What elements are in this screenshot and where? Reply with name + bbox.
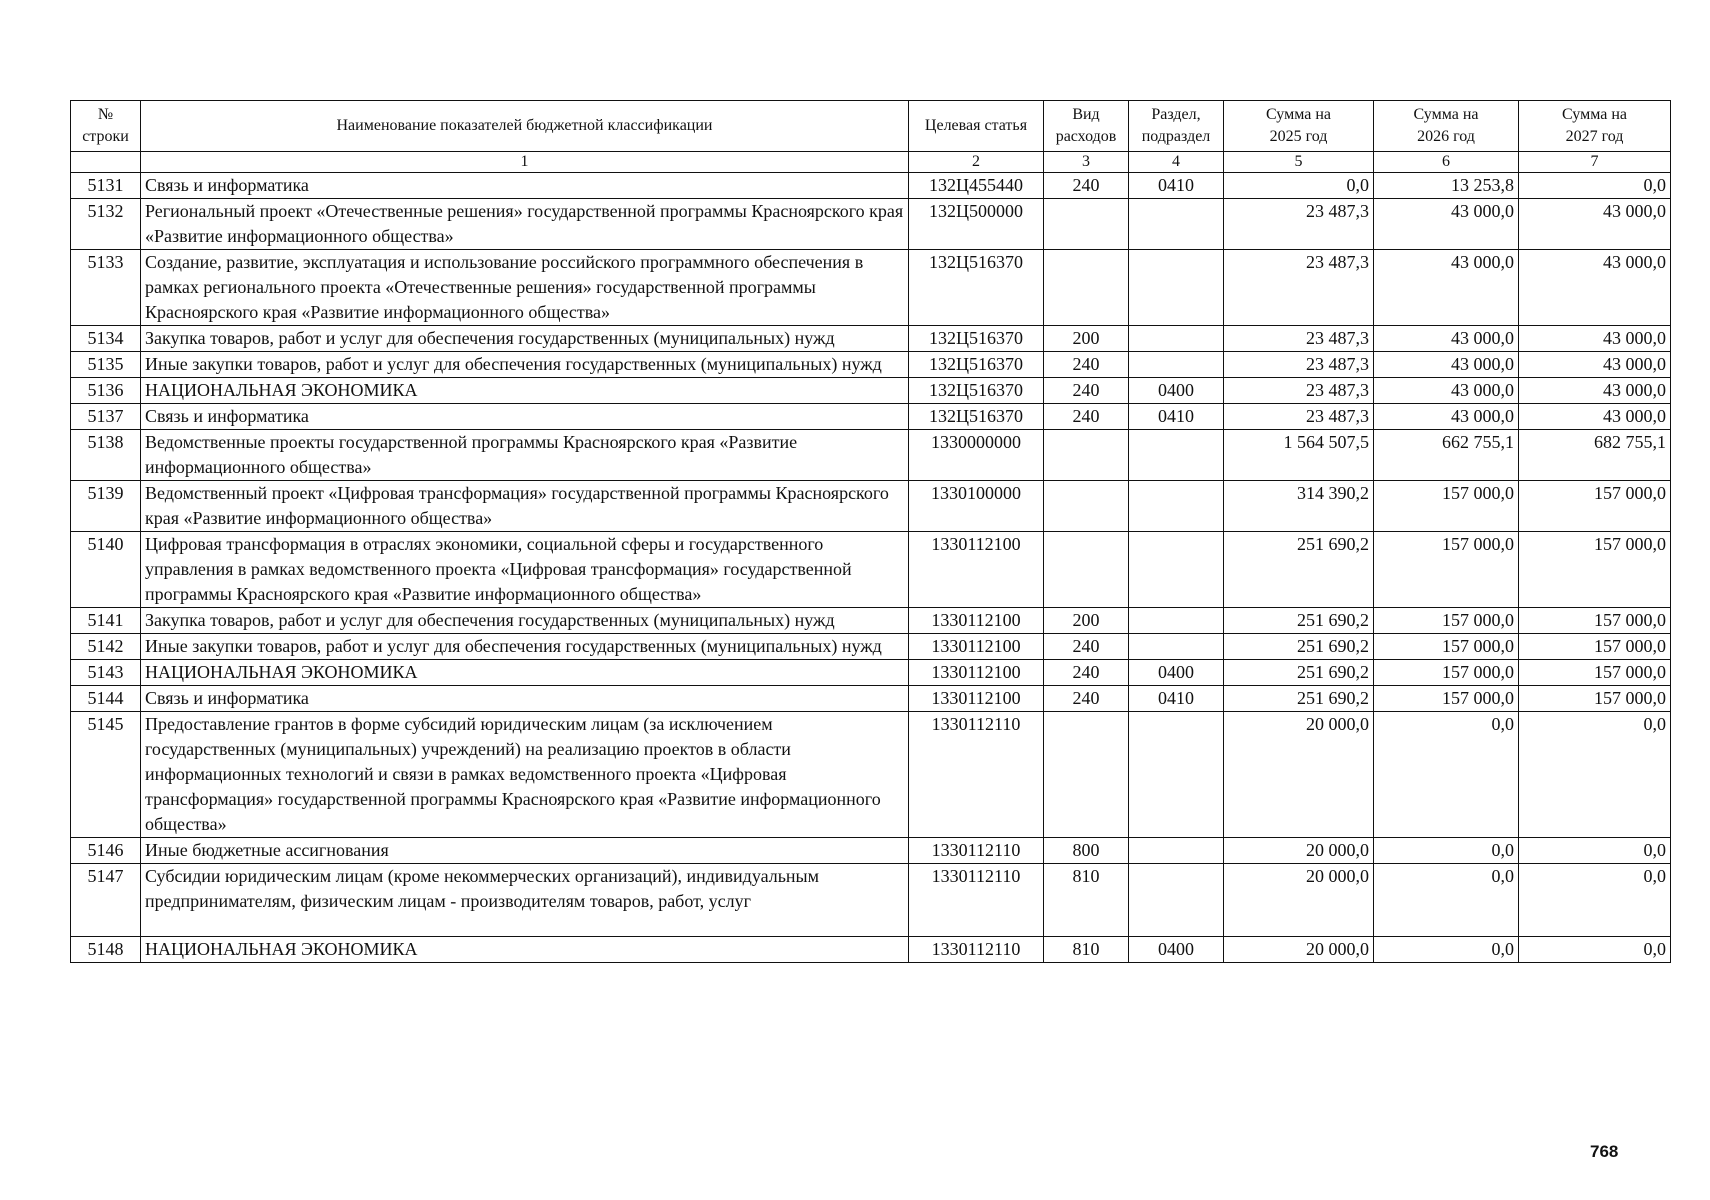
cell-sum-2025: 251 690,2 (1224, 634, 1374, 660)
cell-sum-2025: 23 487,3 (1224, 250, 1374, 326)
cell-target-article: 132Ц516370 (909, 250, 1044, 326)
cell-expense-kind (1044, 199, 1129, 250)
cell-sum-2025: 251 690,2 (1224, 686, 1374, 712)
table-row (71, 686, 1671, 712)
cell-sum-2025: 20 000,0 (1224, 864, 1374, 937)
cell-sum-2027: 43 000,0 (1519, 352, 1671, 378)
cell-expense-kind: 200 (1044, 326, 1129, 352)
cell-section: 0400 (1129, 937, 1224, 963)
cell-name: Закупка товаров, работ и услуг для обеспечения государственных (муниципальных) нужд (141, 608, 909, 634)
cell-section (1129, 838, 1224, 864)
table-row (71, 864, 1671, 937)
cell-row-number: 5145 (71, 712, 141, 838)
cell-name: Иные закупки товаров, работ и услуг для обеспечения государственных (муниципальных) нужд (141, 352, 909, 378)
cell-expense-kind: 240 (1044, 378, 1129, 404)
cell-row-number: 5139 (71, 481, 141, 532)
cell-section (1129, 326, 1224, 352)
table-row (71, 250, 1671, 326)
cell-section (1129, 352, 1224, 378)
cell-sum-2027: 157 000,0 (1519, 481, 1671, 532)
cell-row-number: 5137 (71, 404, 141, 430)
cell-sum-2027: 157 000,0 (1519, 634, 1671, 660)
cell-name: Закупка товаров, работ и услуг для обеспечения государственных (муниципальных) нужд (141, 326, 909, 352)
cell-sum-2025: 20 000,0 (1224, 937, 1374, 963)
cell-sum-2026: 0,0 (1374, 838, 1519, 864)
cell-sum-2026: 43 000,0 (1374, 326, 1519, 352)
budget-classification-table (70, 100, 1671, 963)
table-body (71, 173, 1671, 963)
cell-target-article: 1330112100 (909, 686, 1044, 712)
cell-name: Иные бюджетные ассигнования (141, 838, 909, 864)
cell-target-article: 132Ц516370 (909, 378, 1044, 404)
cell-sum-2025: 23 487,3 (1224, 404, 1374, 430)
column-number: 7 (1519, 152, 1671, 173)
cell-sum-2027: 43 000,0 (1519, 199, 1671, 250)
column-number: 5 (1224, 152, 1374, 173)
cell-target-article: 1330112100 (909, 660, 1044, 686)
cell-row-number: 5141 (71, 608, 141, 634)
cell-target-article: 1330112110 (909, 712, 1044, 838)
cell-sum-2027: 157 000,0 (1519, 686, 1671, 712)
cell-name: Связь и информатика (141, 173, 909, 199)
budget-table-sheet (70, 100, 1670, 963)
cell-row-number: 5138 (71, 430, 141, 481)
cell-name: НАЦИОНАЛЬНАЯ ЭКОНОМИКА (141, 660, 909, 686)
table-row (71, 352, 1671, 378)
cell-name: Создание, развитие, эксплуатация и использование российского программного обеспечения в рамках регионального проекта «Отечественные решения» государственной программы Красноярского края «Развитие информационного общества» (141, 250, 909, 326)
cell-expense-kind: 240 (1044, 173, 1129, 199)
cell-expense-kind: 240 (1044, 352, 1129, 378)
cell-name: Цифровая трансформация в отраслях экономики, социальной сферы и государственного управления в рамках ведомственного проекта «Цифровая трансформация» государственной программы Красноярского края «Развитие информационного общества» (141, 532, 909, 608)
cell-sum-2026: 43 000,0 (1374, 378, 1519, 404)
header-row-number: № строки (71, 101, 141, 152)
header-name: Наименование показателей бюджетной классификации (141, 101, 909, 152)
cell-sum-2025: 23 487,3 (1224, 326, 1374, 352)
cell-sum-2025: 23 487,3 (1224, 352, 1374, 378)
cell-sum-2025: 251 690,2 (1224, 532, 1374, 608)
table-row (71, 838, 1671, 864)
header-sum-2025: Сумма на 2025 год (1224, 101, 1374, 152)
cell-name: Иные закупки товаров, работ и услуг для обеспечения государственных (муниципальных) нужд (141, 634, 909, 660)
cell-section: 0400 (1129, 378, 1224, 404)
cell-sum-2025: 1 564 507,5 (1224, 430, 1374, 481)
cell-expense-kind: 240 (1044, 686, 1129, 712)
table-row (71, 532, 1671, 608)
cell-sum-2026: 43 000,0 (1374, 352, 1519, 378)
cell-row-number: 5140 (71, 532, 141, 608)
table-row (71, 404, 1671, 430)
cell-sum-2026: 0,0 (1374, 712, 1519, 838)
cell-sum-2027: 43 000,0 (1519, 250, 1671, 326)
cell-sum-2027: 0,0 (1519, 864, 1671, 937)
cell-sum-2027: 43 000,0 (1519, 404, 1671, 430)
cell-row-number: 5132 (71, 199, 141, 250)
cell-row-number: 5133 (71, 250, 141, 326)
cell-expense-kind: 810 (1044, 864, 1129, 937)
cell-sum-2025: 20 000,0 (1224, 838, 1374, 864)
column-number-row (71, 152, 1671, 173)
cell-section: 0410 (1129, 686, 1224, 712)
table-row (71, 378, 1671, 404)
cell-sum-2026: 157 000,0 (1374, 532, 1519, 608)
cell-section (1129, 712, 1224, 838)
cell-sum-2027: 0,0 (1519, 937, 1671, 963)
cell-sum-2025: 20 000,0 (1224, 712, 1374, 838)
cell-name: НАЦИОНАЛЬНАЯ ЭКОНОМИКА (141, 937, 909, 963)
cell-section (1129, 430, 1224, 481)
cell-row-number: 5147 (71, 864, 141, 937)
cell-expense-kind: 240 (1044, 660, 1129, 686)
header-sum-2026: Сумма на 2026 год (1374, 101, 1519, 152)
cell-expense-kind: 800 (1044, 838, 1129, 864)
cell-sum-2025: 0,0 (1224, 173, 1374, 199)
table-row (71, 937, 1671, 963)
cell-sum-2026: 157 000,0 (1374, 634, 1519, 660)
cell-sum-2025: 314 390,2 (1224, 481, 1374, 532)
cell-target-article: 132Ц500000 (909, 199, 1044, 250)
cell-expense-kind (1044, 712, 1129, 838)
cell-section (1129, 532, 1224, 608)
cell-expense-kind (1044, 532, 1129, 608)
table-row (71, 634, 1671, 660)
cell-sum-2026: 157 000,0 (1374, 660, 1519, 686)
header-expense-kind: Вид расходов (1044, 101, 1129, 152)
cell-section: 0410 (1129, 404, 1224, 430)
cell-target-article: 1330112100 (909, 608, 1044, 634)
table-row (71, 430, 1671, 481)
cell-sum-2026: 157 000,0 (1374, 686, 1519, 712)
cell-sum-2026: 157 000,0 (1374, 481, 1519, 532)
cell-name: Ведомственный проект «Цифровая трансформация» государственной программы Красноярского края «Развитие информационного общества» (141, 481, 909, 532)
cell-target-article: 1330112110 (909, 864, 1044, 937)
cell-sum-2025: 23 487,3 (1224, 199, 1374, 250)
cell-expense-kind (1044, 481, 1129, 532)
cell-sum-2027: 157 000,0 (1519, 608, 1671, 634)
cell-row-number: 5146 (71, 838, 141, 864)
cell-target-article: 132Ц516370 (909, 352, 1044, 378)
cell-expense-kind: 240 (1044, 404, 1129, 430)
table-row (71, 326, 1671, 352)
cell-section (1129, 608, 1224, 634)
cell-expense-kind: 200 (1044, 608, 1129, 634)
cell-target-article: 1330112100 (909, 532, 1044, 608)
cell-sum-2026: 43 000,0 (1374, 250, 1519, 326)
cell-section (1129, 481, 1224, 532)
cell-name: Субсидии юридическим лицам (кроме некоммерческих организаций), индивидуальным предпринимателям, физическим лицам - производителям товаров, работ, услуг (141, 864, 909, 937)
column-number: 2 (909, 152, 1044, 173)
table-row (71, 608, 1671, 634)
table-row (71, 481, 1671, 532)
column-number: 3 (1044, 152, 1129, 173)
cell-sum-2027: 43 000,0 (1519, 378, 1671, 404)
cell-name: Ведомственные проекты государственной программы Красноярского края «Развитие информационного общества» (141, 430, 909, 481)
cell-sum-2026: 0,0 (1374, 864, 1519, 937)
cell-row-number: 5134 (71, 326, 141, 352)
cell-row-number: 5135 (71, 352, 141, 378)
cell-row-number: 5148 (71, 937, 141, 963)
cell-section (1129, 199, 1224, 250)
cell-sum-2027: 682 755,1 (1519, 430, 1671, 481)
column-number-blank (71, 152, 141, 173)
cell-expense-kind (1044, 430, 1129, 481)
cell-target-article: 132Ц516370 (909, 404, 1044, 430)
cell-sum-2026: 13 253,8 (1374, 173, 1519, 199)
table-header-row (71, 101, 1671, 152)
cell-row-number: 5131 (71, 173, 141, 199)
cell-target-article: 132Ц455440 (909, 173, 1044, 199)
cell-target-article: 1330112110 (909, 838, 1044, 864)
table-row (71, 712, 1671, 838)
header-sum-2027: Сумма на 2027 год (1519, 101, 1671, 152)
header-section: Раздел, подраздел (1129, 101, 1224, 152)
cell-row-number: 5136 (71, 378, 141, 404)
cell-sum-2025: 251 690,2 (1224, 608, 1374, 634)
cell-sum-2027: 157 000,0 (1519, 660, 1671, 686)
cell-sum-2026: 0,0 (1374, 937, 1519, 963)
cell-row-number: 5143 (71, 660, 141, 686)
cell-row-number: 5144 (71, 686, 141, 712)
cell-target-article: 1330112100 (909, 634, 1044, 660)
table-row (71, 199, 1671, 250)
cell-sum-2026: 43 000,0 (1374, 404, 1519, 430)
cell-name: Связь и информатика (141, 686, 909, 712)
cell-row-number: 5142 (71, 634, 141, 660)
cell-name: НАЦИОНАЛЬНАЯ ЭКОНОМИКА (141, 378, 909, 404)
table-row (71, 660, 1671, 686)
cell-target-article: 1330112110 (909, 937, 1044, 963)
cell-name: Предоставление грантов в форме субсидий юридическим лицам (за исключением государственных (муниципальных) учреждений) на реализацию проектов в области информационных технологий и связи в рамках ведомственного проекта «Цифровая трансформация» государственной программы Красноярского края «Развитие информационного общества» (141, 712, 909, 838)
cell-sum-2025: 251 690,2 (1224, 660, 1374, 686)
cell-target-article: 1330100000 (909, 481, 1044, 532)
cell-sum-2027: 43 000,0 (1519, 326, 1671, 352)
table-row (71, 173, 1671, 199)
cell-section: 0400 (1129, 660, 1224, 686)
column-number: 1 (141, 152, 909, 173)
cell-sum-2026: 43 000,0 (1374, 199, 1519, 250)
column-number: 6 (1374, 152, 1519, 173)
cell-sum-2027: 0,0 (1519, 838, 1671, 864)
cell-sum-2027: 0,0 (1519, 173, 1671, 199)
cell-expense-kind: 810 (1044, 937, 1129, 963)
cell-sum-2025: 23 487,3 (1224, 378, 1374, 404)
column-number: 4 (1129, 152, 1224, 173)
cell-name: Региональный проект «Отечественные решения» государственной программы Красноярского края «Развитие информационного общества» (141, 199, 909, 250)
header-target-article: Целевая статья (909, 101, 1044, 152)
cell-section: 0410 (1129, 173, 1224, 199)
cell-section (1129, 634, 1224, 660)
cell-section (1129, 250, 1224, 326)
cell-target-article: 132Ц516370 (909, 326, 1044, 352)
page-number: 768 (1590, 1142, 1619, 1161)
cell-name: Связь и информатика (141, 404, 909, 430)
cell-sum-2026: 662 755,1 (1374, 430, 1519, 481)
cell-sum-2027: 157 000,0 (1519, 532, 1671, 608)
cell-section (1129, 864, 1224, 937)
cell-expense-kind: 240 (1044, 634, 1129, 660)
cell-target-article: 1330000000 (909, 430, 1044, 481)
cell-sum-2026: 157 000,0 (1374, 608, 1519, 634)
cell-sum-2027: 0,0 (1519, 712, 1671, 838)
cell-expense-kind (1044, 250, 1129, 326)
